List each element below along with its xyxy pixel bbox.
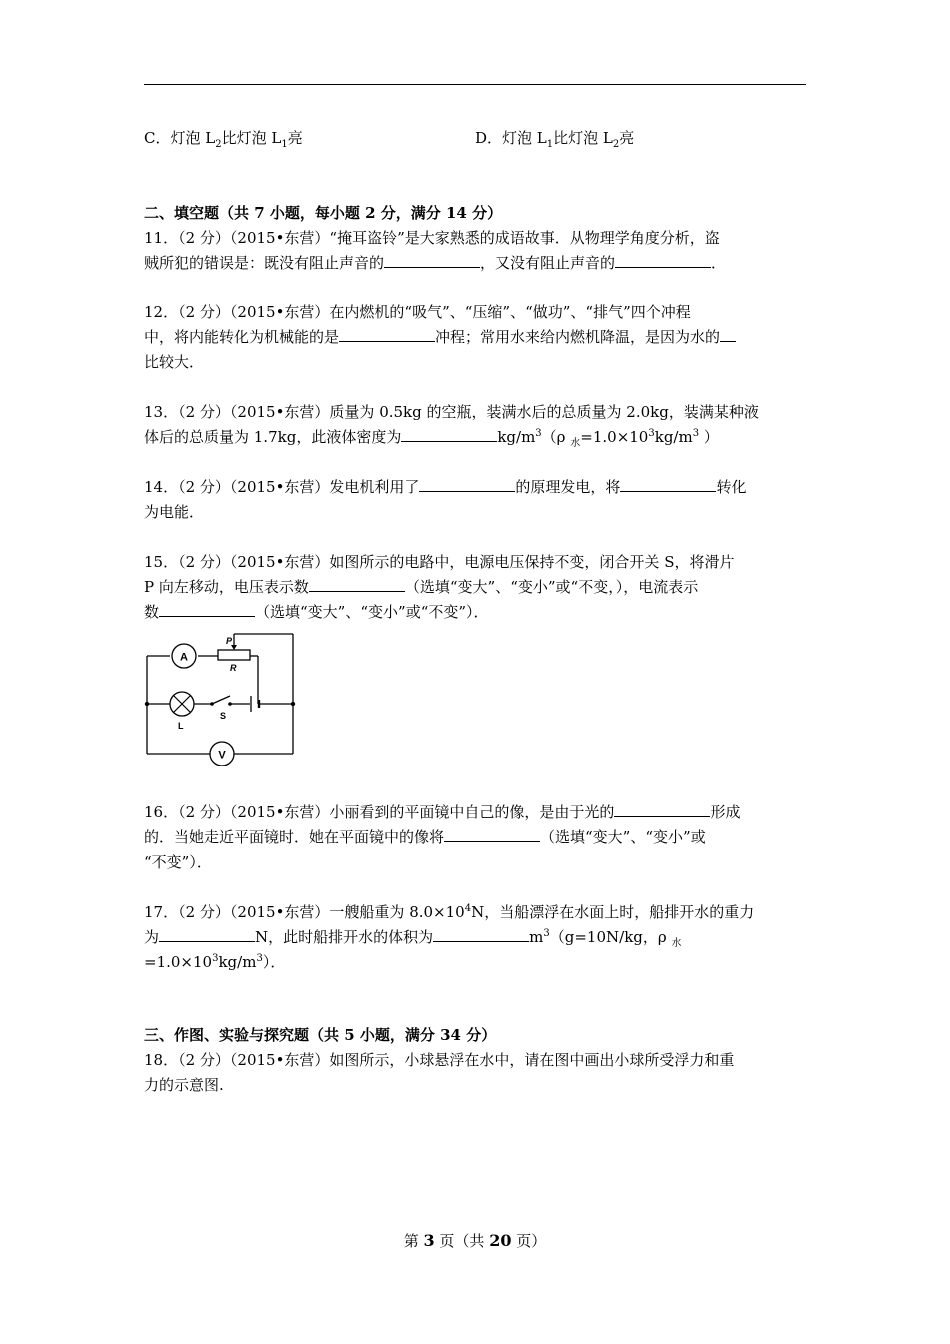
- answer-blank[interactable]: [433, 927, 529, 942]
- question-15-line-1: 15．（2 分）（2015•东营）如图所示的电路中，电源电压保持不变，闭合开关 S，将滑片: [144, 553, 735, 571]
- ammeter-symbol: [172, 644, 196, 668]
- question-16-line-2: 的．当她走近平面镜时．她在平面镜中的像将 （选填“变大”、“变小”或: [144, 828, 706, 846]
- answer-blank[interactable]: [309, 577, 405, 592]
- voltmeter-label: V: [218, 749, 226, 762]
- question-18-line-2: 力的示意图.: [144, 1076, 224, 1094]
- answer-blank[interactable]: [615, 253, 711, 268]
- voltmeter-symbol: [210, 742, 234, 766]
- slider-label: P: [226, 636, 233, 646]
- section-2-title: 二、填空题（共 7 小题，每小题 2 分，满分 14 分）: [144, 204, 503, 222]
- switch-symbol: [210, 702, 232, 721]
- question-15-line-2: P 向左移动，电压表示数 （选填“变大”、“变小”或“不变，），电流表示: [144, 578, 699, 596]
- page-footer: 第 3 页（共 20 页）: [403, 1231, 547, 1250]
- question-16-line-3: “不变”）．: [144, 853, 212, 871]
- question-13-line-1: 13．（2 分）（2015•东营）质量为 0.5kg 的空瓶，装满水后的总质量为 2.0kg，装满某种液: [144, 403, 759, 421]
- answer-blank[interactable]: [401, 427, 497, 442]
- resistor-label: R: [230, 663, 237, 673]
- section-3-title: 三、作图、实验与探究题（共 5 小题，满分 34 分）: [144, 1026, 497, 1044]
- junction-dot: [145, 702, 149, 706]
- answer-blank[interactable]: [720, 327, 736, 342]
- answer-blank[interactable]: [384, 253, 480, 268]
- lamp-symbol: [170, 692, 194, 731]
- junction-dot: [291, 702, 295, 706]
- question-14-line-2: 为电能．: [144, 503, 205, 521]
- question-12-line-3: 比较大．: [144, 353, 205, 371]
- question-13-line-2: 体后的总质量为 1.7kg，此液体密度为 $kg/m^3(\rho$ $_水=1.0\times 10^3kg/m^3$ ）: [144, 428, 719, 449]
- answer-blank[interactable]: [620, 477, 716, 492]
- question-17-line-2: 为 N，此时船排开水的体积为 $m^3(g=10N/kg$，ρ $_水$: [144, 928, 682, 949]
- answer-blank[interactable]: [419, 477, 515, 492]
- ammeter-label: A: [180, 651, 188, 664]
- switch-label: S: [220, 711, 227, 721]
- answer-blank[interactable]: [159, 927, 255, 942]
- answer-blank[interactable]: [339, 327, 435, 342]
- question-16-line-1: 16．（2 分）（2015•东营）小丽看到的平面镜中自己的像，是由于光的 形成: [144, 803, 741, 821]
- question-15-line-3: 数 （选填“变大”、“变小”或“不变”）．: [144, 603, 489, 621]
- current-page-number: 3: [423, 1231, 435, 1250]
- question-12-line-2: 中，将内能转化为机械能的是 冲程；常用水来给内燃机降温，是因为水的: [144, 327, 810, 347]
- answer-blank[interactable]: [444, 827, 540, 842]
- circuit-diagram: [140, 630, 300, 766]
- question-11-line-1: 11．（2 分）（2015•东营）“掩耳盗铃”是大家熟悉的成语故事．从物理学角度分析，盗: [144, 229, 720, 247]
- answer-blank[interactable]: [614, 802, 710, 817]
- answer-blank[interactable]: [159, 602, 255, 617]
- question-14-line-1: 14．（2 分）（2015•东营）发电机利用了 的原理发电，将 转化: [144, 478, 747, 496]
- lamp-label: L: [178, 721, 184, 731]
- total-pages-number: 20: [489, 1231, 512, 1250]
- question-17-line-3: $=1.0\times 10^3kg/m^3$）．: [144, 953, 286, 971]
- question-11-line-2: 贼所犯的错误是：既没有阻止声音的 ，又没有阻止声音的 ．: [144, 254, 727, 272]
- question-17-line-1: 17．（2 分）（2015•东营）一艘船重为 $8.0\times 10^4N$，当船漂浮在水面上时，船排开水的重力: [144, 903, 755, 921]
- header-rule: [144, 84, 806, 85]
- option-c: C．灯泡 $L_2$比灯泡 $L_1$亮: [144, 129, 303, 150]
- option-d: D．灯泡 $L_1$比灯泡 $L_2$亮: [475, 129, 635, 150]
- question-18-line-1: 18．（2 分）（2015•东营）如图所示，小球悬浮在水中，请在图中画出小球所受浮力和重: [144, 1051, 735, 1069]
- question-12-line-1: 12．（2 分）（2015•东营）在内燃机的“吸气”、“压缩”、“做功”、“排气”四个冲程: [144, 303, 691, 321]
